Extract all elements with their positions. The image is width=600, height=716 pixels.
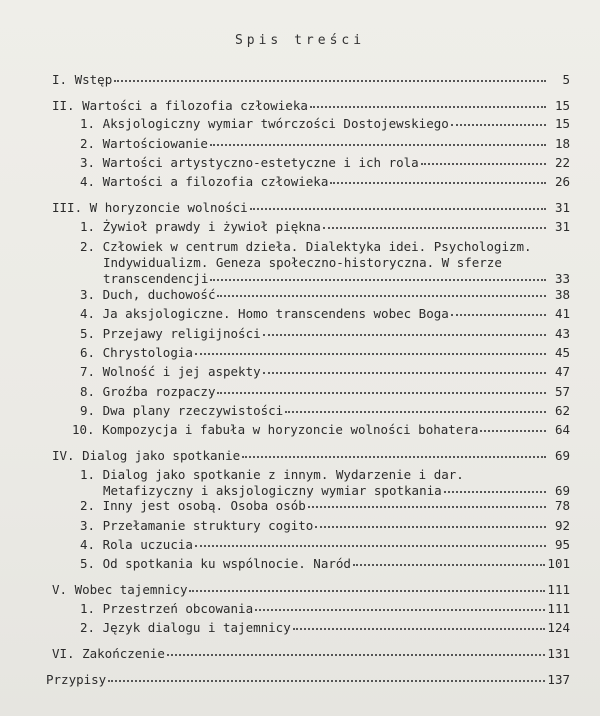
entry-page: 18 — [554, 136, 570, 151]
entry-page: 43 — [554, 326, 570, 341]
entry-title: Wartości artystyczno-estetyczne i ich rola — [102, 155, 419, 170]
entry-page: 26 — [554, 174, 570, 189]
entry-title: Zakończenie — [82, 646, 165, 661]
entry-page: 95 — [554, 537, 570, 552]
entry-title: Wartości a filozofia człowieka — [82, 98, 308, 113]
entry-title: Inny jest osobą. Osoba osób — [102, 498, 306, 513]
leader-dots — [444, 481, 546, 493]
toc-subentry — [80, 403, 570, 419]
entry-title: Przypisy — [46, 672, 107, 687]
toc-subentry — [80, 537, 570, 553]
entry-number: 5. — [80, 326, 96, 341]
entry-number: 2. — [80, 498, 96, 513]
entry-title: Przejawy religijności — [102, 326, 261, 341]
entry-title: Rola uczucia — [102, 537, 193, 552]
entry-number: 10. — [72, 422, 95, 437]
entry-title: Aksjologiczny wymiar twórczości Dostojewskiego — [102, 116, 449, 131]
entry-page: 64 — [554, 422, 570, 437]
entry-title: Duch, duchowość — [102, 287, 216, 302]
entry-title-line1: Dialog jako spotkanie z innym. Wydarzenie i dar. — [102, 467, 464, 482]
entry-page: 41 — [554, 306, 570, 321]
leader-dots — [323, 217, 546, 229]
entry-page: 15 — [554, 98, 570, 113]
entry-number: III. — [52, 200, 83, 215]
toc-subentry — [80, 498, 570, 514]
leader-dots — [330, 172, 546, 184]
entry-title: Wobec tajemnicy — [74, 582, 188, 597]
leader-dots — [308, 496, 546, 508]
entry-title: Wartości a filozofia człowieka — [102, 174, 329, 189]
entry-number: 2. — [80, 620, 96, 635]
entry-number: 1. — [80, 116, 96, 131]
entry-title: Język dialogu i tajemnicy — [102, 620, 291, 635]
entry-number: 9. — [80, 403, 96, 418]
entry-page: 69 — [554, 483, 570, 498]
entry-title: Wstęp — [74, 72, 113, 87]
entry-title: Groźba rozpaczy — [102, 384, 216, 399]
entry-number: 7. — [80, 364, 96, 379]
entry-title: Przełamanie struktury cogito — [102, 518, 314, 533]
entry-number: 1. — [80, 219, 96, 234]
leader-dots — [451, 304, 546, 316]
toc-subentry — [80, 219, 570, 235]
leader-dots — [114, 70, 546, 82]
entry-number: 5. — [80, 556, 96, 571]
toc-subentry — [80, 155, 570, 171]
leader-dots — [285, 401, 546, 413]
toc-subentry — [80, 620, 570, 636]
toc-subentry — [80, 136, 570, 152]
entry-page: 137 — [547, 672, 570, 687]
toc-subentry-multiline — [80, 467, 570, 499]
leader-dots — [195, 343, 546, 355]
toc-subentry — [80, 174, 570, 190]
entry-number: 4. — [80, 537, 96, 552]
entry-page: 31 — [554, 200, 570, 215]
toc-entry — [52, 72, 570, 88]
entry-number: 1. — [80, 467, 96, 482]
leader-dots — [263, 324, 546, 336]
leader-dots — [451, 114, 546, 126]
entry-page: 15 — [554, 116, 570, 131]
toc-entry — [52, 200, 570, 216]
entry-title: Metafizyczny i aksjologiczny wymiar spotkania — [103, 483, 442, 498]
entry-title-line2: Indywidualizm. Geneza społeczno-historyczna. W sferze — [103, 255, 502, 270]
toc-subentry — [80, 384, 570, 400]
entry-title: Ja aksjologiczne. Homo transcendens wobec Boga — [102, 306, 449, 321]
entry-page: 31 — [554, 219, 570, 234]
entry-title: Chrystologia — [102, 345, 193, 360]
leader-dots — [217, 285, 546, 297]
toc-subentry — [80, 287, 570, 303]
entry-title: Wolność i jej aspekty — [102, 364, 261, 379]
entry-number: V. — [52, 582, 68, 597]
entry-title: Od spotkania ku wspólnocie. Naród — [102, 556, 351, 571]
leader-dots — [250, 198, 546, 210]
page-title: Spis treści — [234, 33, 366, 48]
toc-subentry — [72, 422, 570, 438]
entry-number: 3. — [80, 287, 96, 302]
toc-subentry — [80, 518, 570, 534]
entry-page: 131 — [547, 646, 570, 661]
leader-dots — [108, 670, 545, 682]
entry-page: 62 — [554, 403, 570, 418]
entry-page: 69 — [554, 448, 570, 463]
toc-entry — [52, 582, 570, 598]
entry-title: W horyzoncie wolności — [89, 200, 248, 215]
leader-dots — [167, 644, 546, 656]
entry-title: Dialog jako spotkanie — [82, 448, 241, 463]
leader-dots — [480, 420, 546, 432]
entry-page: 22 — [554, 155, 570, 170]
entry-number: 4. — [80, 306, 96, 321]
toc-entry — [46, 672, 570, 688]
entry-number: VI. — [52, 646, 75, 661]
toc-subentry — [80, 601, 570, 617]
entry-page: 33 — [554, 271, 570, 286]
entry-page: 78 — [554, 498, 570, 513]
entry-title: Przestrzeń obcowania — [102, 601, 254, 616]
leader-dots — [217, 382, 546, 394]
entry-number: II. — [52, 98, 75, 113]
toc-entry — [52, 448, 570, 464]
leader-dots — [242, 446, 546, 458]
entry-page: 45 — [554, 345, 570, 360]
entry-number: 4. — [80, 174, 96, 189]
toc-subentry — [80, 556, 570, 572]
entry-title: Kompozycja i fabuła w horyzoncie wolności bohatera — [102, 422, 479, 437]
entry-title: Dwa plany rzeczywistości — [102, 403, 284, 418]
toc-subentry — [80, 345, 570, 361]
entry-number: 2. — [80, 136, 96, 151]
entry-number: 3. — [80, 155, 96, 170]
entry-page: 92 — [554, 518, 570, 533]
leader-dots — [421, 153, 546, 165]
entry-title-line1: Człowiek w centrum dzieła. Dialektyka idei. Psychologizm. — [102, 239, 532, 254]
entry-title: Wartościowanie — [102, 136, 208, 151]
toc-subentry-multiline — [80, 239, 570, 287]
toc-subentry — [80, 116, 570, 132]
leader-dots — [310, 96, 546, 108]
entry-page: 124 — [547, 620, 570, 635]
entry-number: 3. — [80, 518, 96, 533]
entry-page: 47 — [554, 364, 570, 379]
entry-page: 38 — [554, 287, 570, 302]
entry-title: Żywioł prawdy i żywioł piękna — [102, 219, 321, 234]
entry-number: IV. — [52, 448, 75, 463]
toc-entry — [52, 98, 570, 114]
entry-number: 2. — [80, 239, 96, 254]
leader-dots — [255, 599, 545, 611]
leader-dots — [293, 618, 546, 630]
leader-dots — [353, 554, 545, 566]
entry-number: 6. — [80, 345, 96, 360]
entry-title: transcendencji — [103, 271, 209, 286]
toc-subentry — [80, 326, 570, 342]
entry-number: 8. — [80, 384, 96, 399]
entry-page: 5 — [562, 72, 570, 87]
entry-page: 111 — [547, 601, 570, 616]
entry-page: 101 — [547, 556, 570, 571]
leader-dots — [210, 134, 546, 146]
leader-dots — [315, 516, 546, 528]
toc-entry — [52, 646, 570, 662]
entry-page: 111 — [547, 582, 570, 597]
entry-number: I. — [52, 72, 68, 87]
leader-dots — [263, 362, 546, 374]
toc-subentry — [80, 306, 570, 322]
leader-dots — [189, 580, 545, 592]
leader-dots — [195, 535, 546, 547]
toc-subentry — [80, 364, 570, 380]
entry-page: 57 — [554, 384, 570, 399]
leader-dots — [210, 269, 546, 281]
entry-number: 1. — [80, 601, 96, 616]
